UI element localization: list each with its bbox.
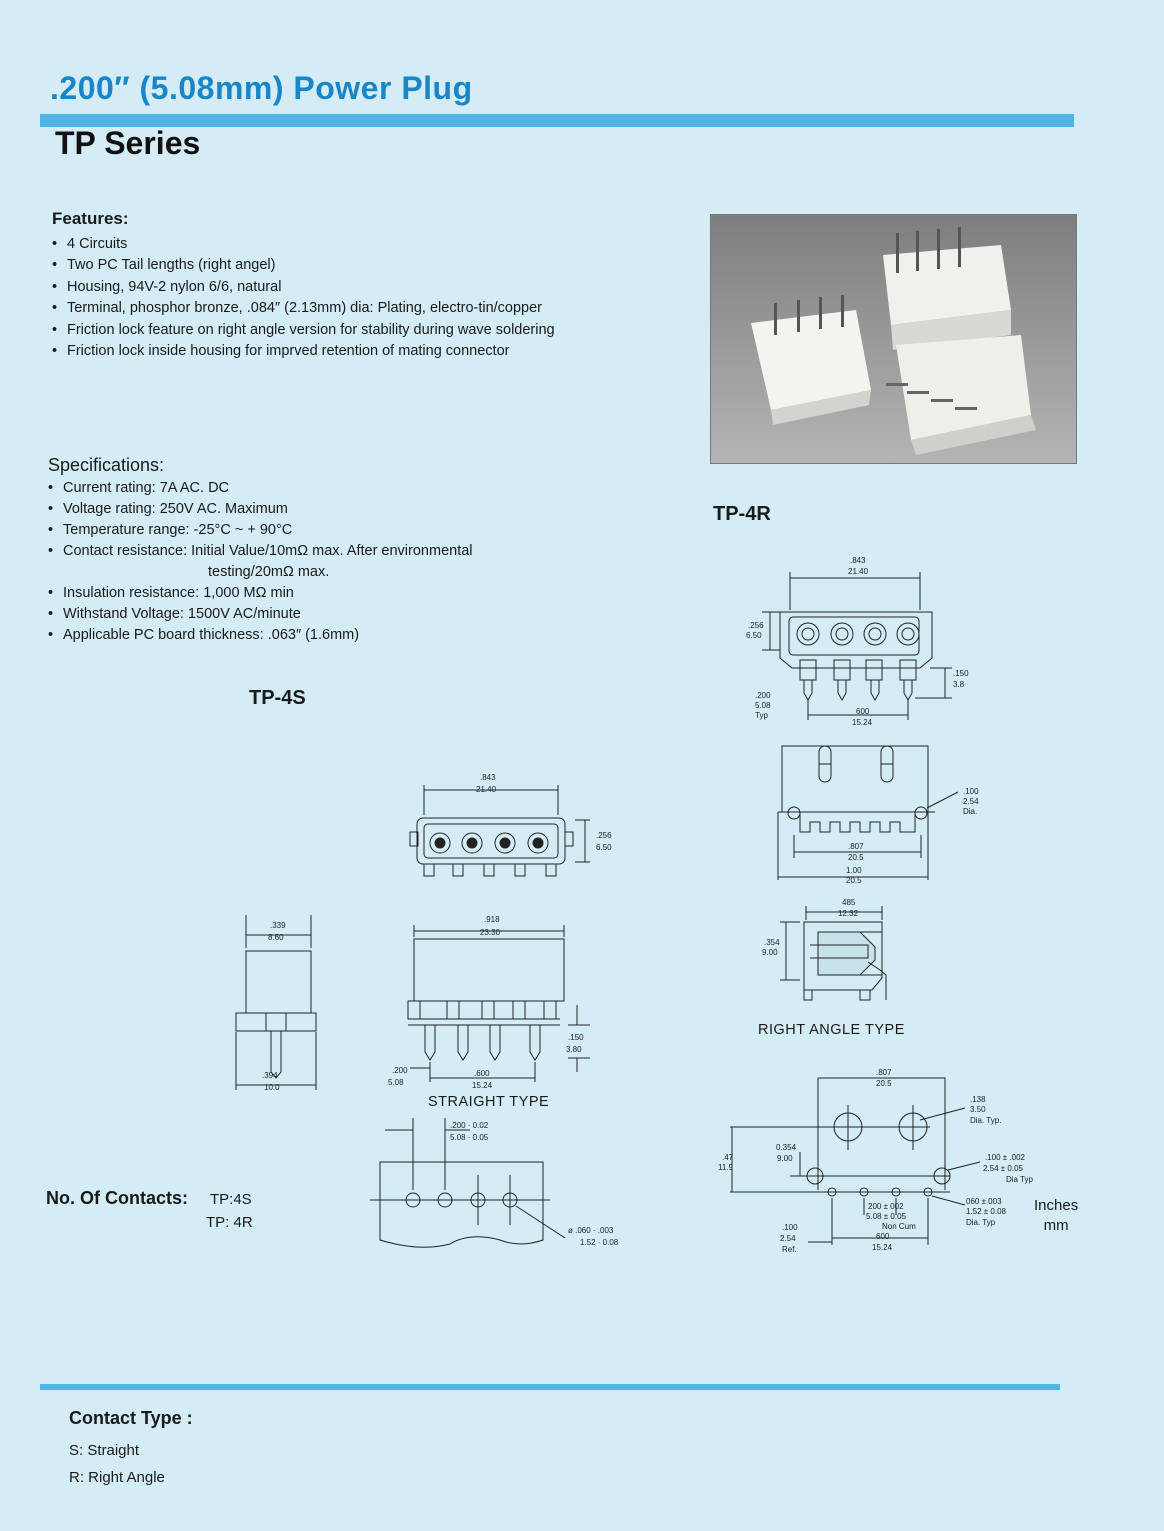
dim-label: 6.50 xyxy=(596,843,612,852)
dim-label: 2.54 xyxy=(963,797,979,806)
dim-label: 200 ± 002 xyxy=(868,1202,904,1211)
dim-label: 15.24 xyxy=(852,718,873,727)
dim-label: .47 xyxy=(722,1153,734,1162)
dim-label: Dia. xyxy=(963,807,978,816)
dim-label: .200 xyxy=(392,1066,408,1075)
dim-label: .100 xyxy=(963,787,979,796)
dim-label: .200 xyxy=(755,691,771,700)
dim-label: 0.354 xyxy=(776,1143,797,1152)
dim-label: 600 xyxy=(856,707,870,716)
dim-label: .807 xyxy=(848,842,864,851)
dim-label: Dia. Typ. xyxy=(970,1116,1002,1125)
dim-label: 21.40 xyxy=(848,567,869,576)
list-item: • Two PC Tail lengths (right angel) xyxy=(52,255,572,277)
list-item: • Applicable PC board thickness: .063″ (1.6mm) xyxy=(48,625,608,646)
list-item: • Friction lock inside housing for imprved retention of mating connector xyxy=(52,341,572,363)
dim-label: .100 ± .002 xyxy=(985,1153,1025,1162)
dim-label: .256 xyxy=(596,831,612,840)
dim-label: 3.80 xyxy=(566,1045,582,1054)
dim-label: 600 xyxy=(876,1232,890,1241)
dim-label: .100 xyxy=(782,1223,798,1232)
dim-label: .843 xyxy=(480,773,496,782)
series-title: TP Series xyxy=(55,125,201,161)
specifications-heading: Specifications: xyxy=(48,455,165,475)
dim-label: 1.00 xyxy=(846,866,862,875)
contact-type-right-angle: R: Right Angle xyxy=(69,1469,165,1486)
units-inches: Inches xyxy=(1034,1197,1079,1214)
dim-label: Ref. xyxy=(782,1245,797,1254)
dim-label: .807 xyxy=(876,1068,892,1077)
dim-label: .150 xyxy=(953,669,969,678)
dim-label: 15.24 xyxy=(472,1081,493,1090)
dim-label: 8.60 xyxy=(268,933,284,942)
dim-label: .600 xyxy=(474,1069,490,1078)
list-item: • Friction lock feature on right angle version for stability during wave soldering xyxy=(52,320,572,342)
contact-type-straight: S: Straight xyxy=(69,1442,140,1459)
dim-label: 3.8 xyxy=(953,680,965,689)
dim-label: 11.9 xyxy=(718,1163,733,1172)
dim-label: 10.0 xyxy=(264,1083,280,1092)
dim-label: 3.50 xyxy=(970,1105,986,1114)
contact-resistance-cont: testing/20mΩ max. xyxy=(208,564,330,580)
tp4s-elevation-icon xyxy=(408,925,590,1082)
dim-label: 5.08 xyxy=(388,1078,404,1087)
list-item: • Withstand Voltage: 1500V AC/minute xyxy=(48,604,608,625)
dim-label: 15.24 xyxy=(872,1243,893,1252)
dim-label: Typ xyxy=(755,711,768,720)
dim-label: Dia Typ xyxy=(1006,1175,1033,1184)
dim-label: 9.00 xyxy=(777,1154,793,1163)
dim-label: 20.5 xyxy=(846,876,862,885)
dim-label: 20.5 xyxy=(876,1079,892,1088)
dim-label: 9.00 xyxy=(762,948,778,957)
list-item: • Housing, 94V-2 nylon 6/6, natural xyxy=(52,277,572,299)
dim-label: 485 xyxy=(842,898,856,907)
dim-label: Non Cum xyxy=(882,1222,916,1231)
contacts-value-4r: TP: 4R xyxy=(206,1214,253,1231)
dim-label: 2.54 ± 0.05 xyxy=(983,1164,1023,1173)
dim-label: 6.50 xyxy=(746,631,762,640)
tp4r-top-view-icon xyxy=(762,572,952,720)
dim-label: 21.40 xyxy=(476,785,497,794)
dim-label: 5.08 xyxy=(755,701,771,710)
right-angle-type-caption: RIGHT ANGLE TYPE xyxy=(758,1022,905,1038)
dim-label: 1.52 ± 0.08 xyxy=(966,1207,1006,1216)
dim-label: 12.32 xyxy=(838,909,859,918)
dim-label: .843 xyxy=(850,556,866,565)
features-heading: Features: xyxy=(52,209,129,228)
list-item: • Insulation resistance: 1,000 MΩ min xyxy=(48,583,608,604)
dim-label: 060 ± 003 xyxy=(966,1197,1002,1206)
list-item: • Temperature range: -25°C ~ + 90°C xyxy=(48,520,608,541)
dim-label: Dia. Typ xyxy=(966,1218,996,1227)
units-mm: mm xyxy=(1043,1217,1069,1234)
dim-label: 20.5 xyxy=(848,853,864,862)
tp4r-label: TP-4R xyxy=(713,503,771,525)
straight-type-caption: STRAIGHT TYPE xyxy=(428,1094,550,1110)
tp4s-front-view-icon xyxy=(410,785,590,876)
dim-label: .200 · 0.02 xyxy=(450,1121,489,1130)
contact-type-heading: Contact Type : xyxy=(69,1408,193,1428)
list-item: • Terminal, phosphor bronze, .084″ (2.13mm) dia: Plating, electro-tin/copper xyxy=(52,298,572,320)
list-item: • 4 Circuits xyxy=(52,234,572,256)
tp4r-rear-view-icon xyxy=(778,746,958,880)
list-item: • Current rating: 7A AC. DC xyxy=(48,478,608,499)
list-item: • Voltage rating: 250V AC. Maximum xyxy=(48,499,608,520)
units-legend xyxy=(1034,1196,1078,1236)
dim-label: .339 xyxy=(270,921,286,930)
contacts-heading: No. Of Contacts: xyxy=(46,1188,188,1208)
bottom-divider xyxy=(40,1384,1060,1390)
dim-label: ø .060 · .003 xyxy=(568,1226,614,1235)
contact-resistance-text: Contact resistance: Initial Value/10mΩ max. After environmental xyxy=(63,543,473,559)
tp4s-label: TP-4S xyxy=(249,687,306,709)
dim-label: .150 xyxy=(568,1033,584,1042)
dim-label: .138 xyxy=(970,1095,986,1104)
dim-label: .394 xyxy=(262,1071,278,1080)
dim-label: 5.08 ± 0.05 xyxy=(866,1212,906,1221)
dim-label: .256 xyxy=(748,621,764,630)
dim-label: 2.54 xyxy=(780,1234,796,1243)
dim-label: .354 xyxy=(764,938,780,947)
tp4r-pcb-layout-icon xyxy=(730,1078,980,1245)
dim-label: .918 xyxy=(484,915,500,924)
dim-label: 23.30 xyxy=(480,928,501,937)
dim-label: 5.08 · 0.05 xyxy=(450,1133,489,1142)
dim-label: 1.52 · 0.08 xyxy=(580,1238,619,1247)
page-title: .200″ (5.08mm) Power Plug xyxy=(50,70,473,106)
contacts-value-4s: TP:4S xyxy=(210,1191,252,1208)
tp4r-side-section-icon xyxy=(780,906,886,1000)
